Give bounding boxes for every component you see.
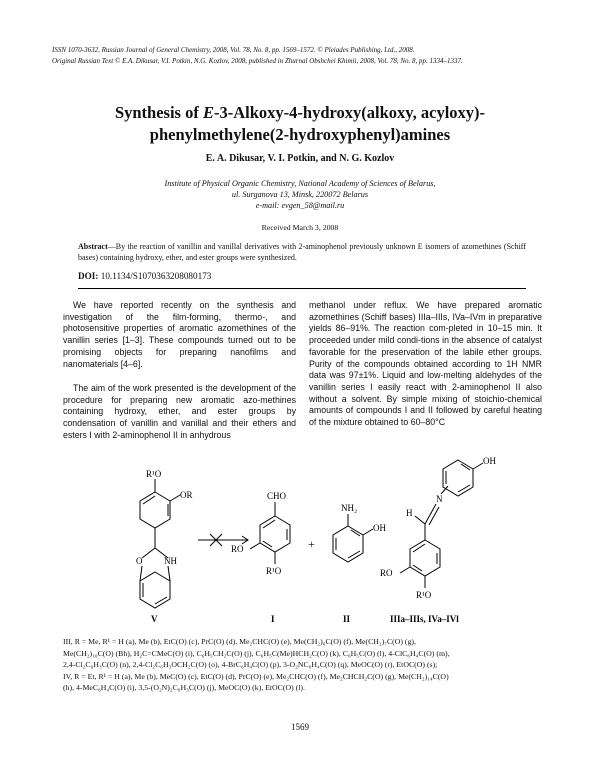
atom-oh-iii: OH	[483, 456, 496, 466]
legend-line1: III, R = Me, R¹ = H (a), Me (b), EtC(O) (c), PrC(O) (d), Me₂CHC(O) (e), Me(CH₂)₆C(O) (f), Me(CH₂)₇C(O) (g),	[63, 637, 416, 646]
affiliation	[40, 178, 560, 211]
atom-oh-ii: OH	[373, 523, 386, 533]
atom-cho-i: CHO	[267, 491, 287, 501]
body-col1-para2: The aim of the work presented is the development of the procedure for preparing new aromatic azo-methines containing hydroxy, ether, and ester groups by condensation of vanillin and vanillal and their ethers and esters I with 2-aminophenol II in anhydrous	[63, 383, 296, 440]
atom-r1o-v: R¹O	[146, 469, 162, 479]
legend-line2: Me(CH₂)₁₀C(O) (Bh), H₂C=CMeC(O) (i), C₆H₅CH₂C(O) (j), C₆H₅C(Me)HCH₂C(O) (k), C₆H₅C(O) (l), 4-ClC₆H₄C(O) (m),	[63, 648, 450, 658]
label-i: I	[271, 614, 275, 624]
reaction-scheme	[60, 452, 550, 634]
journal-header-line1: ISSN 1070-3632, Russian Journal of General Chemistry, 2008, Vol. 78, No. 8, pp. 1569–1572. © Pleiades Publishing, Ltd., 2008.	[52, 46, 415, 54]
journal-header-line2: Original Russian Text © E.A. Dikusar, V.I. Potkin, N.G. Kozlov, 2008, published in Zhurnal Obshchei Khimii, 2008, Vol. 78, No. 8, pp. 1334–1337.	[52, 57, 463, 65]
legend-line5: (h), 4-MeC₆H₄C(O) (i), 3,5-(O₂N)₂C₆H₃C(O) (j), MeOC(O) (k), EtOC(O) (l).	[63, 683, 305, 693]
atom-ro-i: RO	[231, 544, 244, 554]
label-v: V	[151, 614, 158, 624]
atom-h-iii: H	[406, 508, 413, 518]
ring-i	[260, 516, 290, 552]
body-col1-para1: We have reported recently on the synthesis and investigation of the film-forming, thermo-, and photosensitive properties of aromatic azomethines of the vanillin series [1–3]. These compounds turned out to be promising objects for preparing nanofilms and nanomaterials [4–6].	[63, 300, 296, 369]
page-number: 1569	[291, 722, 309, 732]
plus-sign: +	[308, 537, 315, 551]
received-date: Received March 3, 2008	[261, 223, 339, 232]
atom-nh2-ii: NH₂	[341, 503, 358, 513]
affiliation-line1: Institute of Physical Organic Chemistry, National Academy of Sciences of Belarus,	[164, 179, 436, 188]
ring-ii	[333, 526, 363, 562]
affiliation-line2: ul. Surganova 13, Minsk, 220072 Belarus	[231, 190, 369, 199]
abstract-label: Abstract	[78, 242, 108, 251]
atom-nh-v: NH	[164, 556, 177, 566]
author-email[interactable]: e-mail: evgen_58@mail.ru	[255, 201, 345, 210]
doi-link[interactable]: 10.1134/S1070363208080173	[100, 271, 212, 281]
ring-iii-top	[443, 460, 473, 496]
paper-title	[40, 102, 560, 146]
ring-iii-bottom	[410, 540, 440, 576]
label-ii: II	[343, 614, 351, 624]
ring-v-top	[140, 492, 170, 528]
doi-label: DOI:	[78, 271, 99, 281]
legend-line3: 2,4-Cl₂C₆H₃C(O) (n), 2,4-Cl₂C₆H₃OCH₂C(O) (o), 4-BrC₆H₄C(O) (p), 3-O₂NC₆H₄C(O) (q), MeOC(O) (r), EtOC(O) (s);	[63, 660, 438, 670]
doi	[78, 271, 211, 281]
atom-n-iii: N	[436, 494, 443, 504]
compound-legend	[63, 636, 548, 694]
title-line1: Synthesis of E-3-Alkoxy-4-hydroxy(alkoxy, acyloxy)-	[114, 103, 486, 122]
atom-r1o-iii: R¹O	[416, 590, 432, 600]
atom-ro-iii: RO	[380, 568, 393, 578]
atom-r1o-i: R¹O	[266, 566, 282, 576]
title-line2: phenylmethylene(2-hydroxyphenyl)amines	[149, 125, 451, 144]
divider	[78, 288, 526, 289]
label-iii: IIIa–IIIs, IVa–IVl	[390, 614, 459, 624]
atom-or-v: OR	[180, 490, 193, 500]
ring-v-bottom	[140, 572, 170, 608]
abstract	[78, 241, 526, 263]
legend-line4: IV, R = Et, R¹ = H (a), Me (b), MeC(O) (c), EtC(O) (d), PrC(O) (e), Me₂CHC(O) (f), Me₂CHCH₂C(O) (g), Me(CH₂)₁₄C(O)	[63, 671, 449, 681]
authors: E. A. Dikusar, V. I. Potkin, and N. G. Kozlov	[205, 153, 395, 164]
abstract-text: —By the reaction of vanillin and vanillal derivatives with 2-aminophenol previously unknown E isomers of azomethines (Schiff bases) containing hydroxy, ether, and ester groups were synthesized.	[78, 242, 526, 262]
body-col2-para: methanol under reflux. We have prepared aromatic azomethines (Schiff bases) IIIa–IIIs, IVa–IVm in preparative yields 86–91%. The reaction com-pleted in 10–15 min. It proceeded under mild condi-tions in the absence of catalyst favorable for the preservation of the labile ether groups. Purity of the compounds obtained according to 1H NMR data was 97±1%. Liquid and low-melting aldehydes of the vanillin series I easily react with 2-aminophenol II also without a solvent. By simple mixing of stoichio-chemical amounts of compounds I and II followed by careful heating of the mixture obtained to 60–80°C	[309, 300, 542, 428]
atom-o-v: O	[136, 556, 143, 566]
